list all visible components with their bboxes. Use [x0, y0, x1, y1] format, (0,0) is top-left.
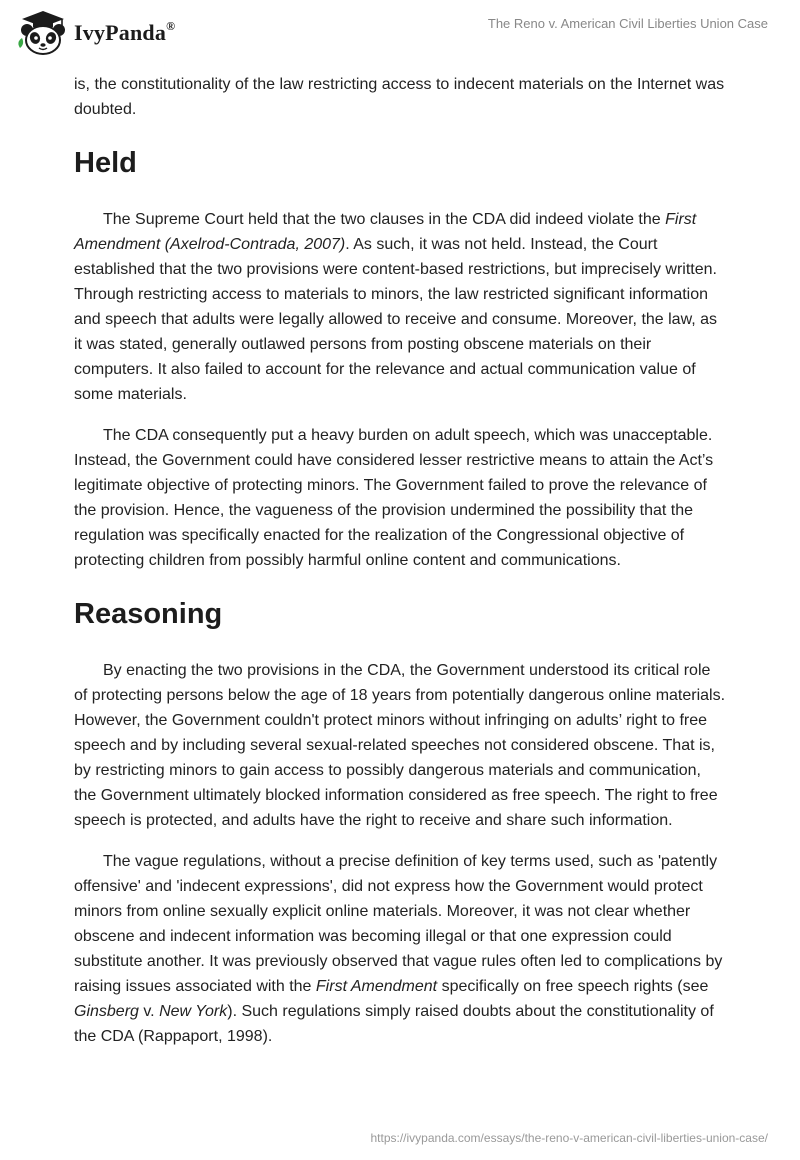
page-header [0, 0, 800, 70]
held-paragraph-1: The Supreme Court held that the two clauses in the CDA did indeed violate the First Amendment (Axelrod-Contrada, 2007). As such, it was not held. Instead, the Court established that the two provisions were content-based restrictions, but imprecisely written. Through restricting access to materials to minors, the law restricted significant information and speech that adults were legally allowed to receive and consume. Moreover, the law, as it was stated, generally outlawed persons from posting obscene materials on their computers. It also failed to account for the relevance and actual communication value of some materials. [74, 211, 718, 403]
logo[interactable] [14, 8, 175, 58]
held-paragraph-2: The CDA consequently put a heavy burden on adult speech, which was unacceptable. Instead, the Government could have considered lesser restrictive means to attain the Act’s legitimate objective of protecting minors. The Government failed to prove the relevance of the provision. Hence, the vagueness of the provision undermined the possibility that the regulation was specifically enacted for the realization of the Congressional objective of protecting children from possibly harmful online content and communications. [74, 427, 714, 569]
reasoning-paragraph-2: The vague regulations, without a precise definition of key terms used, such as 'patently offensive' and 'indecent expressions', did not express how the Government would protect minors from online sexually explicit online materials. Moreover, it was not clear whether obscene and indecent information was becoming illegal or that one expression could substitute another. It was previously observed that vague rules often led to complications by raising issues associated with the First Amendment specifically on free speech rights (see Ginsberg v. New York). Such regulations simply raised doubts about the constitutionality of the CDA (Rappaport, 1998). [74, 853, 723, 1045]
source-url[interactable]: https://ivypanda.com/essays/the-reno-v-american-civil-liberties-union-case/ [370, 1131, 768, 1145]
reasoning-paragraph-1: By enacting the two provisions in the CDA, the Government understood its critical role of protecting persons below the age of 18 years from potentially dangerous online materials. However, the Government couldn't protect minors without infringing on adults’ right to free speech and by including several sexual-related speeches not considered obscene. That is, by restricting minors to gain access to possibly dangerous materials and communication, the Government ultimately blocked information considered as free speech. The right to free speech is protected, and adults have the right to receive and share such information. [74, 662, 726, 829]
panda-logo-icon [14, 8, 72, 58]
reasoning-heading: Reasoning [74, 598, 223, 630]
intro-paragraph: is, the constitutionality of the law restricting access to indecent materials on the Internet was doubted. [74, 76, 725, 118]
document-title: The Reno v. American Civil Liberties Union Case [487, 16, 768, 31]
brand-name: IvyPanda® [74, 18, 176, 45]
held-heading: Held [74, 147, 137, 179]
essay-content [74, 72, 726, 1049]
